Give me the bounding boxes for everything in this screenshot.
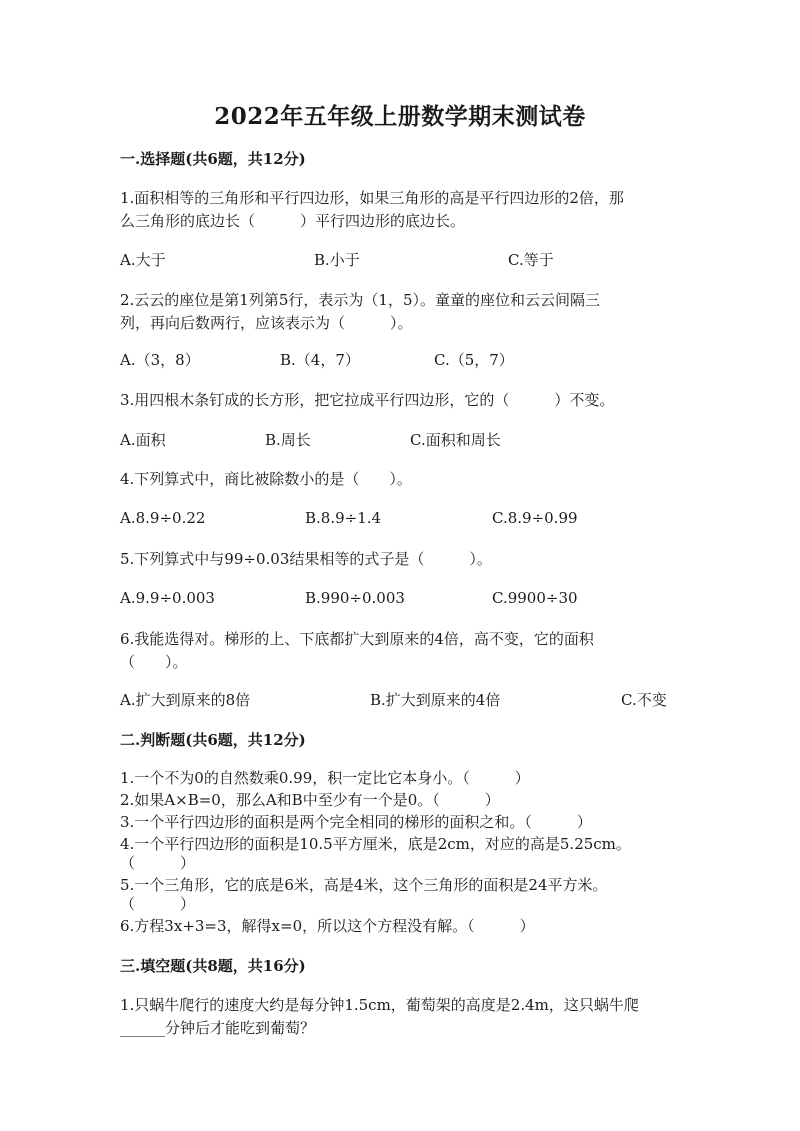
question-4-option-a: A.8.9÷0.22	[120, 509, 206, 527]
question-3-option-b: B.周长	[265, 431, 311, 449]
question-6-line-2: （ ）。	[120, 653, 188, 671]
section-heading-judge: 二.判断题(共6题，共12分)	[120, 731, 306, 749]
question-5-option-b: B.990÷0.003	[305, 589, 405, 607]
question-6-option-a: A.扩大到原来的8倍	[120, 691, 251, 709]
question-6-option-b: B.扩大到原来的4倍	[370, 691, 501, 709]
question-3-option-c: C.面积和周长	[410, 431, 501, 449]
question-4-line-1: 4.下列算式中，商比被除数小的是（ ）。	[120, 470, 412, 488]
judge-item-4-line-2: （ ）	[120, 854, 196, 872]
question-5-option-c: C.9900÷30	[492, 589, 578, 607]
question-4-option-c: C.8.9÷0.99	[492, 509, 578, 527]
judge-item-5-line-2: （ ）	[120, 895, 196, 913]
question-6-option-c: C.不变	[621, 691, 667, 709]
judge-item-6: 6.方程3x+3=3，解得x=0，所以这个方程没有解。（ ）	[120, 917, 535, 935]
question-1-option-b: B.小于	[314, 251, 360, 269]
judge-item-1: 1.一个不为0的自然数乘0.99，积一定比它本身小。（ ）	[120, 769, 530, 787]
fill-question-1-line-1: 1.只蜗牛爬行的速度大约是每分钟1.5cm，葡萄架的高度是2.4m，这只蜗牛爬	[120, 996, 639, 1014]
judge-item-4-line-1: 4.一个平行四边形的面积是10.5平方厘米，底是2cm，对应的高是5.25cm。	[120, 835, 631, 853]
question-4-option-b: B.8.9÷1.4	[305, 509, 382, 527]
judge-item-2: 2.如果A×B=0，那么A和B中至少有一个是0。（ ）	[120, 791, 500, 809]
question-3-line-1: 3.用四根木条钉成的长方形，把它拉成平行四边形，它的（ ）不变。	[120, 391, 615, 409]
judge-item-3: 3.一个平行四边形的面积是两个完全相同的梯形的面积之和。（ ）	[120, 813, 592, 831]
question-1-line-2: 么三角形的底边长（ ）平行四边形的底边长。	[120, 212, 466, 230]
question-3-option-a: A.面积	[120, 431, 166, 449]
question-2-line-2: 列，再向后数两行，应该表示为（ ）。	[120, 314, 413, 332]
section-heading-fill: 三.填空题(共8题，共16分)	[120, 957, 306, 975]
question-2-option-a: A.（3，8）	[120, 351, 200, 369]
question-2-option-b: B.（4，7）	[280, 351, 360, 369]
fill-question-1-line-2: ______分钟后才能吃到葡萄？	[120, 1019, 316, 1037]
page-title: 2022年五年级上册数学期末测试卷	[214, 103, 586, 130]
question-6-line-1: 6.我能选得对。梯形的上、下底都扩大到原来的4倍，高不变，它的面积	[120, 630, 594, 648]
question-1-option-a: A.大于	[120, 251, 166, 269]
section-heading-choice: 一.选择题(共6题，共12分)	[120, 150, 306, 168]
question-5-line-1: 5.下列算式中与99÷0.03结果相等的式子是（ ）。	[120, 550, 492, 568]
question-2-option-c: C.（5，7）	[434, 351, 514, 369]
question-1-line-1: 1.面积相等的三角形和平行四边形，如果三角形的高是平行四边形的2倍，那	[120, 189, 624, 207]
question-5-option-a: A.9.9÷0.003	[120, 589, 215, 607]
judge-item-5-line-1: 5.一个三角形，它的底是6米，高是4米，这个三角形的面积是24平方米。	[120, 876, 608, 894]
question-1-option-c: C.等于	[508, 251, 554, 269]
question-2-line-1: 2.云云的座位是第1列第5行，表示为（1，5）。童童的座位和云云间隔三	[120, 291, 600, 309]
